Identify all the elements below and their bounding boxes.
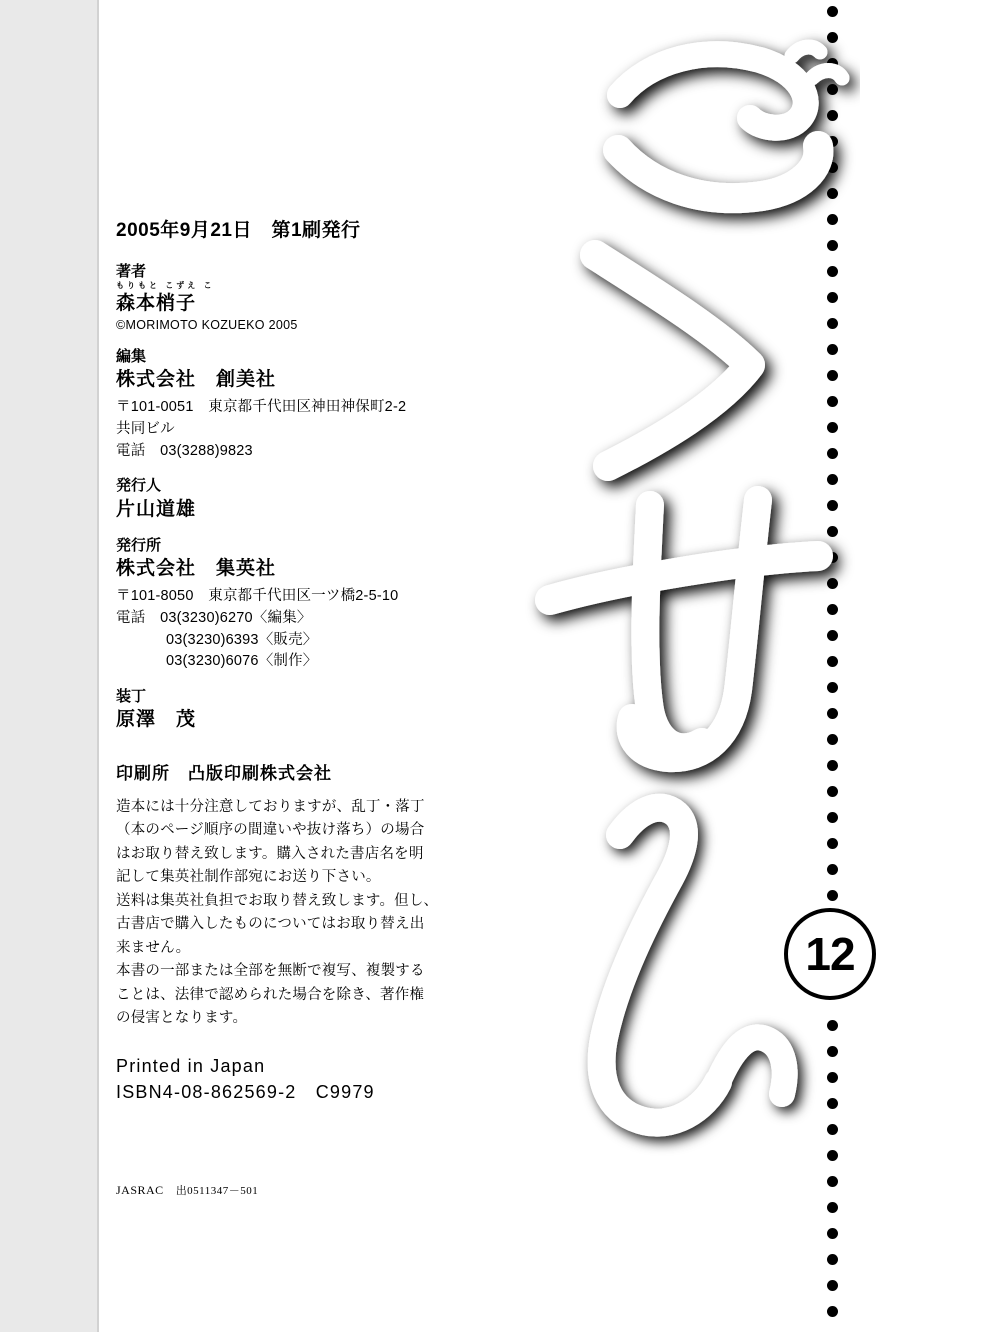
divider-dot: [827, 526, 838, 537]
jasrac-line: [116, 1182, 258, 1198]
divider-dot: [827, 604, 838, 615]
divider-dot: [827, 1228, 838, 1239]
divider-dot: [827, 1176, 838, 1187]
divider-dot: [827, 422, 838, 433]
publisher-phone-3: 03(3230)6076〈制作〉: [166, 653, 318, 670]
isbn-line: ISBN4-08-862569-2 C9979: [116, 1081, 375, 1102]
jasrac-label: JASRAC: [116, 1183, 164, 1197]
divider-dot: [827, 708, 838, 719]
cover-title-brush-art: [500, 0, 860, 1200]
editor-company: 株式会社 創美社: [116, 369, 277, 391]
divider-dot: [827, 292, 838, 303]
notice-line-1: 造本には十分注意しておりますが、乱丁・落丁: [116, 798, 425, 815]
divider-dot: [827, 812, 838, 823]
notice-line-3: はお取り替え致します。購入された書店名を明: [116, 845, 424, 862]
footer-imprint: [116, 1053, 516, 1105]
divider-dot: [827, 266, 838, 277]
publisher-label: 発行所: [116, 537, 162, 555]
notice-line-10: の侵害となります。: [116, 1010, 248, 1027]
notice-line-7: 来ません。: [116, 939, 191, 956]
publisher-person-label: 発行人: [116, 477, 162, 495]
section-publisher-person: [116, 476, 516, 522]
author-label: 著者: [116, 263, 147, 280]
divider-dot: [827, 318, 838, 329]
divider-dot: [827, 760, 838, 771]
divider-dot: [827, 1124, 838, 1135]
editor-address-line-2: 共同ビル: [116, 420, 175, 437]
divider-dot: [827, 552, 838, 563]
divider-dot: [827, 838, 838, 849]
divider-dot: [827, 448, 838, 459]
notice-line-5: 送料は集英社負担でお取り替え致します。但し、: [116, 892, 439, 909]
divider-dot: [827, 1280, 838, 1291]
divider-dot: [827, 786, 838, 797]
editor-address: [116, 397, 516, 462]
notice-line-6: 古書店で購入したものについてはお取り替え出: [116, 916, 425, 933]
divider-dot: [827, 1046, 838, 1057]
divider-dot: [827, 656, 838, 667]
left-margin-strip: [0, 0, 98, 1332]
design-name: 原澤 茂: [116, 709, 197, 731]
publication-date: 2005年9月21日 第1刷発行: [116, 220, 361, 241]
divider-dot: [827, 1254, 838, 1265]
author-name: 森本梢子: [116, 293, 197, 315]
design-label: 装丁: [116, 688, 147, 706]
notice-line-2: （本のページ順序の間違いや抜け落ち）の場合: [116, 822, 425, 839]
left-margin-edge: [97, 0, 99, 1332]
divider-dot: [827, 474, 838, 485]
divider-dot: [827, 630, 838, 641]
publisher-company: 株式会社 集英社: [116, 558, 277, 580]
editor-label: 編集: [116, 348, 147, 366]
notice-line-8: 本書の一部または全部を無断で複写、複製する: [116, 963, 425, 980]
divider-dot: [827, 162, 838, 173]
notice-line-4: 記して集英社制作部宛にお送り下さい。: [116, 869, 381, 886]
publisher-address-line-1: 〒101-8050 東京都千代田区一ツ橋2-5-10: [116, 588, 399, 605]
author-copyright: ©MORIMOTO KOZUEKO 2005: [116, 317, 298, 332]
divider-dot: [827, 370, 838, 381]
printer-line: 印刷所 凸版印刷株式会社: [116, 763, 332, 783]
divider-dot: [827, 890, 838, 901]
legal-notice: [116, 796, 516, 1031]
publisher-person-name: 片山道雄: [116, 498, 197, 520]
divider-dot: [827, 84, 838, 95]
divider-dot: [827, 136, 838, 147]
divider-dot: [827, 240, 838, 251]
divider-dot: [827, 682, 838, 693]
dotted-divider: [820, 0, 846, 1332]
divider-dot: [827, 110, 838, 121]
section-author: [116, 262, 516, 333]
divider-dot: [827, 864, 838, 875]
divider-dot: [827, 214, 838, 225]
printed-in-japan: Printed in Japan: [116, 1055, 266, 1076]
colophon-block: [116, 215, 516, 1105]
publisher-phone-2: 03(3230)6393〈販売〉: [166, 631, 318, 648]
notice-line-9: ことは、法律で認められた場合を除き、著作権: [116, 986, 425, 1003]
divider-dot: [827, 188, 838, 199]
volume-badge: 12: [784, 908, 876, 1000]
publisher-phone-1: 電話 03(3230)6270〈編集〉: [116, 609, 312, 626]
divider-dot: [827, 58, 838, 69]
divider-dot: [827, 32, 838, 43]
section-design: [116, 687, 516, 733]
divider-dot: [827, 578, 838, 589]
editor-address-line-1: 〒101-0051 東京都千代田区神田神保町2-2: [116, 399, 407, 416]
divider-dot: [827, 1072, 838, 1083]
publisher-address: [116, 586, 516, 673]
section-publisher-company: [116, 536, 516, 673]
divider-dot: [827, 6, 838, 17]
divider-dot: [827, 1150, 838, 1161]
divider-dot: [827, 500, 838, 511]
section-editor: [116, 347, 516, 462]
divider-dot: [827, 396, 838, 407]
divider-dot: [827, 1098, 838, 1109]
divider-dot: [827, 344, 838, 355]
divider-dot: [827, 1306, 838, 1317]
author-ruby: もりもと こずえ こ: [116, 281, 215, 291]
divider-dot: [827, 1202, 838, 1213]
divider-dot: [827, 1020, 838, 1031]
divider-dot: [827, 734, 838, 745]
editor-address-line-3: 電話 03(3288)9823: [116, 442, 253, 459]
jasrac-code: 出0511347－501: [175, 1185, 259, 1197]
